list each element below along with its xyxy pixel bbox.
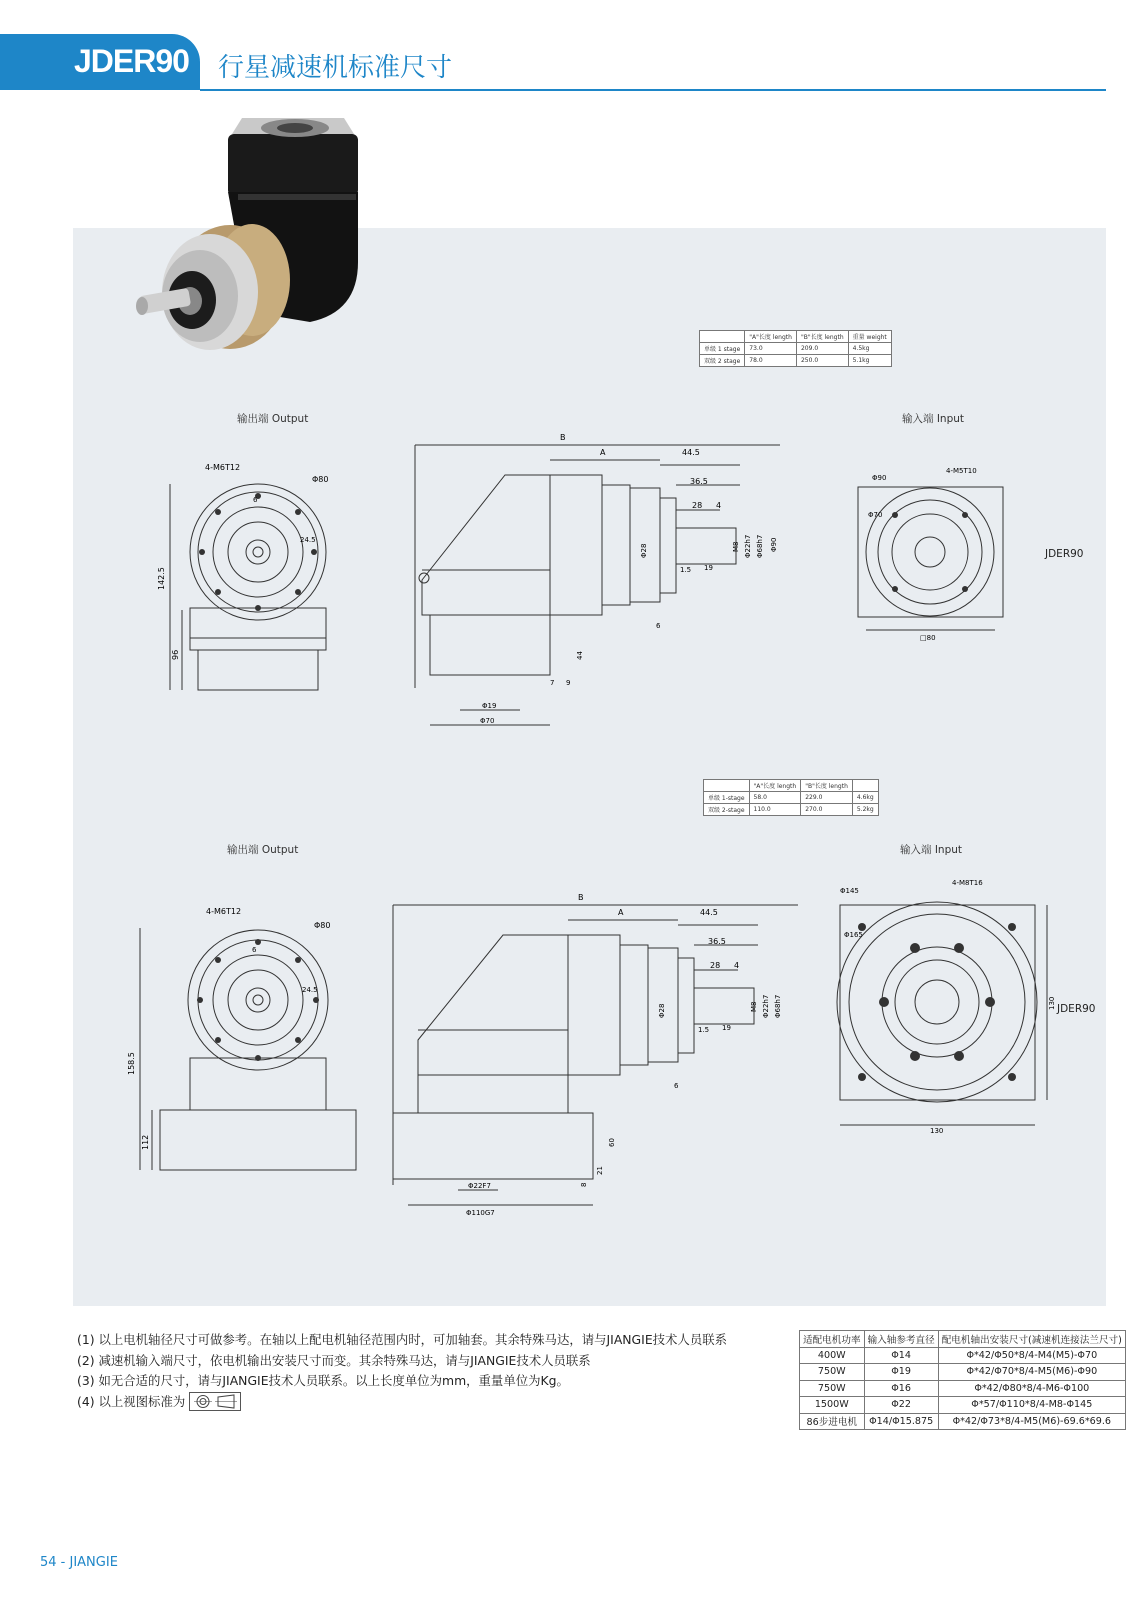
svg-text:Φ80: Φ80: [312, 475, 329, 484]
svg-text:Φ90: Φ90: [770, 537, 778, 552]
svg-text:B: B: [578, 893, 584, 902]
svg-text:M8: M8: [750, 1001, 758, 1012]
svg-text:B: B: [560, 433, 566, 442]
svg-text:130: 130: [930, 1127, 944, 1135]
input-view-label-1: 输入端 Input: [902, 413, 965, 425]
svg-text:158.5: 158.5: [127, 1052, 136, 1075]
svg-text:Φ19: Φ19: [482, 702, 497, 710]
svg-text:Φ110G7: Φ110G7: [466, 1209, 495, 1217]
motor-adapter-table: [799, 1330, 1126, 1430]
note-1: (1) 以上电机轴径尺寸可做参考。在轴以上配电机轴径范围内时，可加轴套。其余特殊马达，请与JIANGIE技术人员联系: [77, 1332, 727, 1347]
svg-text:9: 9: [566, 679, 571, 687]
svg-text:44.5: 44.5: [700, 908, 718, 917]
svg-text:Φ70: Φ70: [868, 511, 883, 519]
svg-text:6: 6: [656, 622, 661, 630]
output-view-drawing-1: [157, 460, 340, 730]
svg-text:142.5: 142.5: [157, 567, 166, 590]
svg-text:36.5: 36.5: [690, 477, 708, 486]
model-tab: [0, 34, 200, 90]
input-view-drawing-1: [850, 465, 1010, 645]
svg-text:A: A: [600, 448, 606, 457]
output-view-label-1: 输出端 Output: [237, 413, 309, 425]
product-photo: [120, 112, 380, 362]
page-footer: 54 - JIANGIE: [40, 1555, 118, 1570]
svg-text:4: 4: [734, 961, 740, 970]
svg-text:M8: M8: [732, 541, 740, 552]
svg-text:□80: □80: [920, 634, 936, 642]
table-row: 86步进电机 Φ14/Φ15.875 Φ*42/Φ73*8/4-M5(M6)-69.6*69.6: [800, 1413, 1126, 1430]
svg-text:4-M6T12: 4-M6T12: [205, 463, 241, 472]
model-name: JDER90: [74, 43, 189, 79]
svg-text:Φ68h7: Φ68h7: [756, 534, 764, 558]
svg-text:Φ80: Φ80: [314, 921, 331, 930]
svg-text:6: 6: [674, 1082, 679, 1090]
output-view-drawing-2: [127, 900, 375, 1180]
svg-text:4-M6T12: 4-M6T12: [206, 907, 242, 916]
projection-symbol-icon: [189, 1392, 241, 1411]
svg-text:36.5: 36.5: [708, 937, 726, 946]
svg-text:Φ145: Φ145: [840, 887, 859, 895]
model-label-2: JDER90: [1057, 1003, 1096, 1015]
svg-text:1.5: 1.5: [680, 566, 692, 574]
svg-text:44.5: 44.5: [682, 448, 700, 457]
table-row: 750W Φ16 Φ*42/Φ80*8/4-M6-Φ100: [800, 1380, 1126, 1397]
svg-text:28: 28: [710, 961, 721, 970]
svg-text:4-M8T16: 4-M8T16: [952, 879, 983, 887]
svg-text:19: 19: [704, 564, 713, 572]
page-title: 行星减速机标准尺寸: [218, 53, 453, 83]
svg-text:8: 8: [580, 1182, 588, 1187]
notes: [77, 1330, 727, 1412]
svg-text:Φ90: Φ90: [872, 474, 887, 482]
svg-text:7: 7: [550, 679, 555, 687]
svg-text:4: 4: [716, 501, 722, 510]
svg-text:4-M5T10: 4-M5T10: [946, 467, 977, 475]
model-label-1: JDER90: [1045, 548, 1084, 560]
svg-text:112: 112: [141, 1134, 150, 1150]
note-2: (2) 减速机输入端尺寸，依电机输出安装尺寸而变。其余特殊马达，请与JIANGIE技术人员联系: [77, 1352, 591, 1368]
note-3: (3) 如无合适的尺寸，请与JIANGIE技术人员联系。以上长度单位为mm，重量单位为Kg。: [77, 1373, 569, 1388]
note-4: (4) 以上视图标准为: [77, 1392, 727, 1413]
header-rule: [200, 89, 1106, 91]
svg-text:24.5: 24.5: [302, 986, 318, 994]
svg-text:96: 96: [171, 649, 180, 660]
spec-table-2: "A"长度 length "B"长度 length 单级 1-stage 58.0 229.0 4.6kg 双级 2-stage 110.0 270.0 5.2kg: [703, 779, 879, 816]
input-view-label-2: 输入端 Input: [900, 844, 963, 856]
table-row: 750W Φ19 Φ*42/Φ70*8/4-M5(M6)-Φ90: [800, 1364, 1126, 1381]
table-row: 400W Φ14 Φ*42/Φ50*8/4-M4(M5)-Φ70: [800, 1347, 1126, 1364]
table-header-row: 适配电机功率 输入轴参考直径 配电机轴出安装尺寸(减速机连接法兰尺寸): [800, 1331, 1126, 1348]
output-view-label-2: 输出端 Output: [227, 844, 299, 856]
table-row: 1500W Φ22 Φ*57/Φ110*8/4-M8-Φ145: [800, 1397, 1126, 1414]
side-view-drawing-1: [410, 433, 810, 740]
svg-text:44: 44: [576, 651, 584, 660]
svg-text:6: 6: [252, 946, 257, 954]
svg-text:Φ22F7: Φ22F7: [468, 1182, 491, 1190]
spec-table-1: "A"长度 length "B"长度 length 重量 weight 单级 1 stage 73.0 209.0 4.5kg 双级 2 stage 78.0 250.0 5.1kg: [699, 330, 892, 367]
svg-text:Φ28: Φ28: [640, 543, 648, 558]
svg-text:Φ68h7: Φ68h7: [774, 994, 782, 1018]
svg-text:Φ28: Φ28: [658, 1003, 666, 1018]
svg-text:28: 28: [692, 501, 703, 510]
svg-text:A: A: [618, 908, 624, 917]
svg-text:21: 21: [596, 1166, 604, 1175]
svg-text:6: 6: [253, 496, 258, 504]
svg-text:60: 60: [608, 1138, 616, 1147]
svg-text:Φ22h7: Φ22h7: [762, 994, 770, 1018]
svg-text:24.5: 24.5: [300, 536, 316, 544]
svg-text:1.5: 1.5: [698, 1026, 710, 1034]
side-view-drawing-2: [388, 885, 808, 1225]
svg-text:Φ22h7: Φ22h7: [744, 534, 752, 558]
svg-text:19: 19: [722, 1024, 731, 1032]
svg-text:Φ165: Φ165: [844, 931, 863, 939]
svg-text:130: 130: [1048, 996, 1056, 1010]
svg-text:Φ70: Φ70: [480, 717, 495, 725]
input-view-drawing-2: [822, 875, 1062, 1135]
